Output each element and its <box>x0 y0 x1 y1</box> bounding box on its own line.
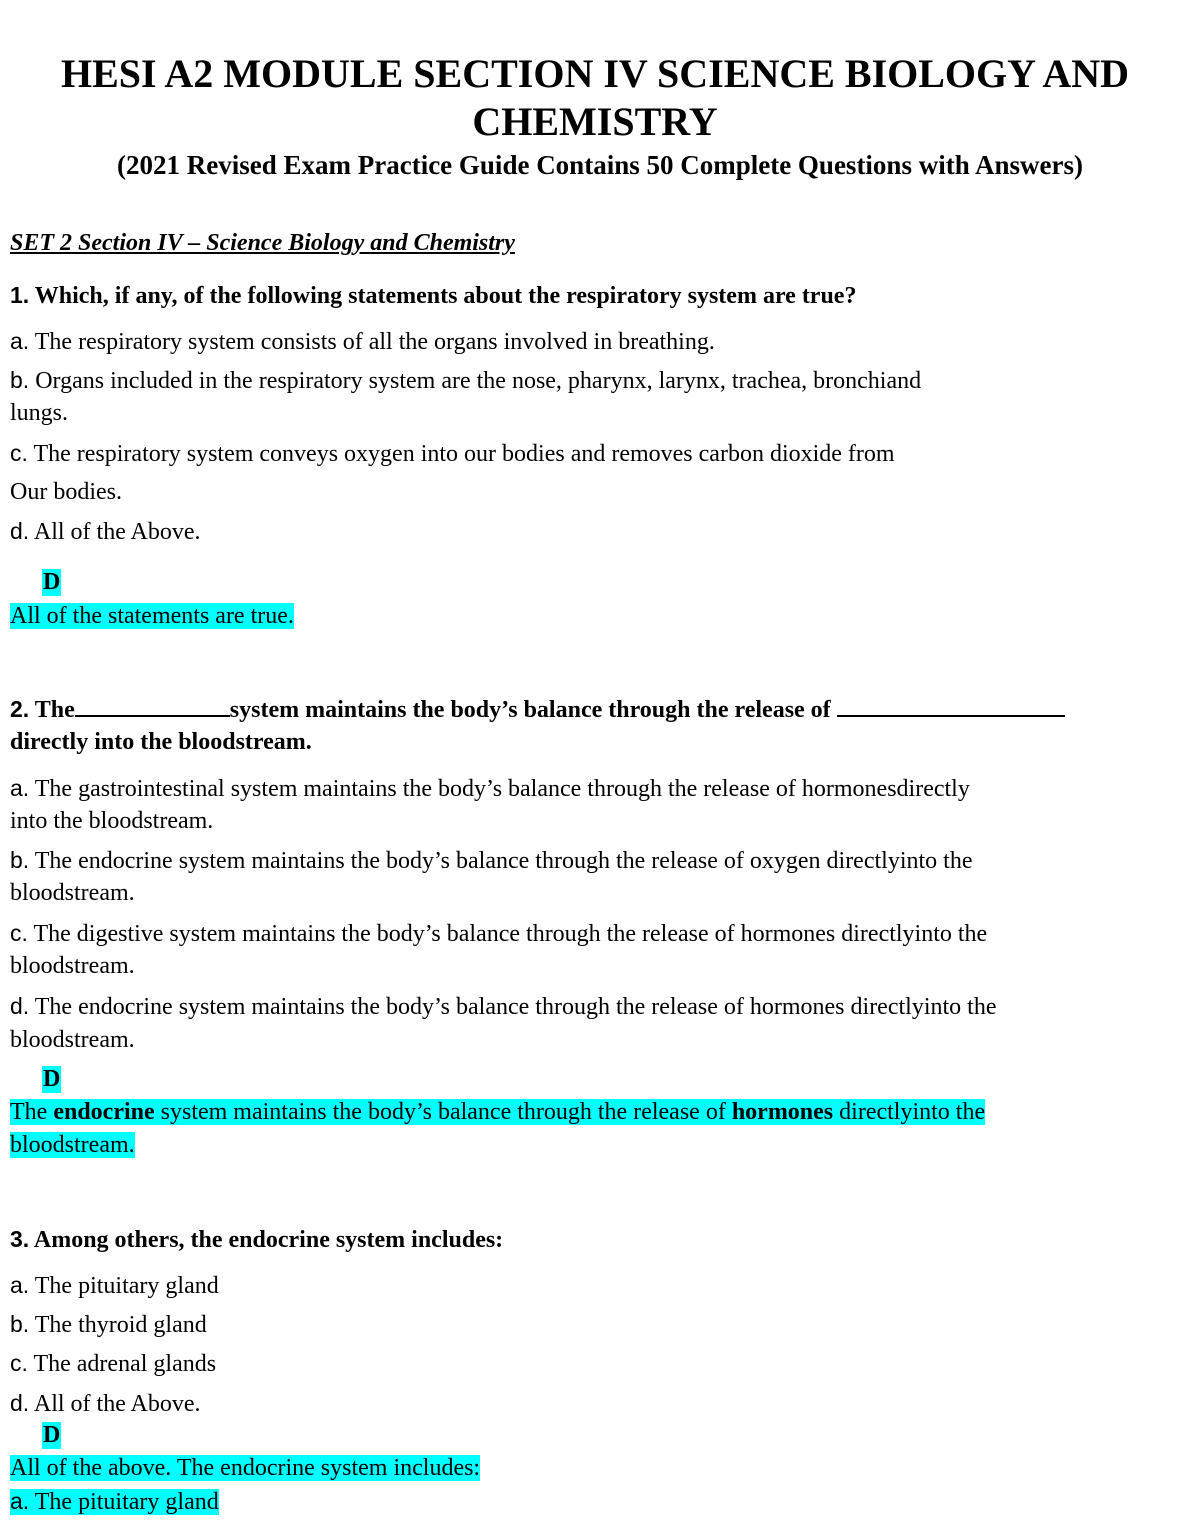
fill-blank <box>75 697 230 717</box>
question-2-cont: directly into the bloodstream. <box>10 729 312 755</box>
q3-option-c: c. The adrenal glands <box>10 1350 217 1377</box>
q1-option-b-cont: lungs. <box>10 400 69 426</box>
document-subtitle: (2021 Revised Exam Practice Guide Contains 50 Complete Questions with Answers) <box>117 150 1083 180</box>
q1-option-d: d. All of the Above. <box>10 518 201 545</box>
set-heading: SET 2 Section IV – Science Biology and Chemistry <box>10 230 515 256</box>
q1-option-c-cont: Our bodies. <box>10 479 122 505</box>
q3-answer-letter: D <box>43 1422 61 1448</box>
q3-option-a: a. The pituitary gland <box>10 1272 219 1299</box>
q2-option-d: d. The endocrine system maintains the body’s balance through the release of hormones directlyinto the <box>10 993 997 1020</box>
q2-explanation-cont: bloodstream. <box>10 1132 135 1158</box>
q2-option-b-cont: bloodstream. <box>10 880 135 906</box>
question-1 <box>10 282 856 310</box>
question-2: 2. The system maintains the body’s balance through the release of <box>10 696 1065 724</box>
q2-option-a-cont: into the bloodstream. <box>10 808 214 834</box>
question-number: 1. <box>10 282 30 308</box>
question-text: Which, if any, of the following statements about the respiratory system are true? <box>34 283 857 309</box>
q3-option-b: b. The thyroid gland <box>10 1311 207 1338</box>
question-number: 3. <box>10 1226 30 1252</box>
q2-option-c: c. The digestive system maintains the body’s balance through the release of hormones directlyinto the <box>10 920 988 947</box>
q1-option-a: a. The respiratory system consists of all the organs involved in breathing. <box>10 328 715 355</box>
title-line-2: CHEMISTRY <box>472 99 718 144</box>
q3-option-d: d. All of the Above. <box>10 1390 201 1417</box>
q2-option-a: a. The gastrointestinal system maintains the body’s balance through the release of hormonesdirectly <box>10 775 970 802</box>
q2-explanation: The endocrine system maintains the body’s balance through the release of hormones directlyinto the <box>10 1099 986 1125</box>
q1-explanation: All of the statements are true. <box>10 603 294 629</box>
document-title <box>0 50 1190 146</box>
q2-option-c-cont: bloodstream. <box>10 953 135 979</box>
q1-answer-letter: D <box>43 569 61 595</box>
fill-blank <box>837 697 1065 717</box>
question-number: 2. <box>10 696 30 722</box>
q2-option-b: b. The endocrine system maintains the body’s balance through the release of oxygen directlyinto the <box>10 847 973 874</box>
q2-option-d-cont: bloodstream. <box>10 1027 135 1053</box>
q1-option-b: b. Organs included in the respiratory system are the nose, pharynx, larynx, trachea, bronchiand <box>10 367 922 394</box>
question-text: Among others, the endocrine system includes: <box>33 1227 504 1253</box>
q1-option-c: c. The respiratory system conveys oxygen into our bodies and removes carbon dioxide from <box>10 440 895 467</box>
question-3 <box>10 1226 503 1254</box>
title-line-1: HESI A2 MODULE SECTION IV SCIENCE BIOLOGY AND <box>60 51 1130 96</box>
q3-explanation-item-a: a. The pituitary gland <box>10 1488 219 1515</box>
q3-explanation: All of the above. The endocrine system includes: <box>10 1455 481 1481</box>
q2-answer-letter: D <box>43 1066 61 1092</box>
